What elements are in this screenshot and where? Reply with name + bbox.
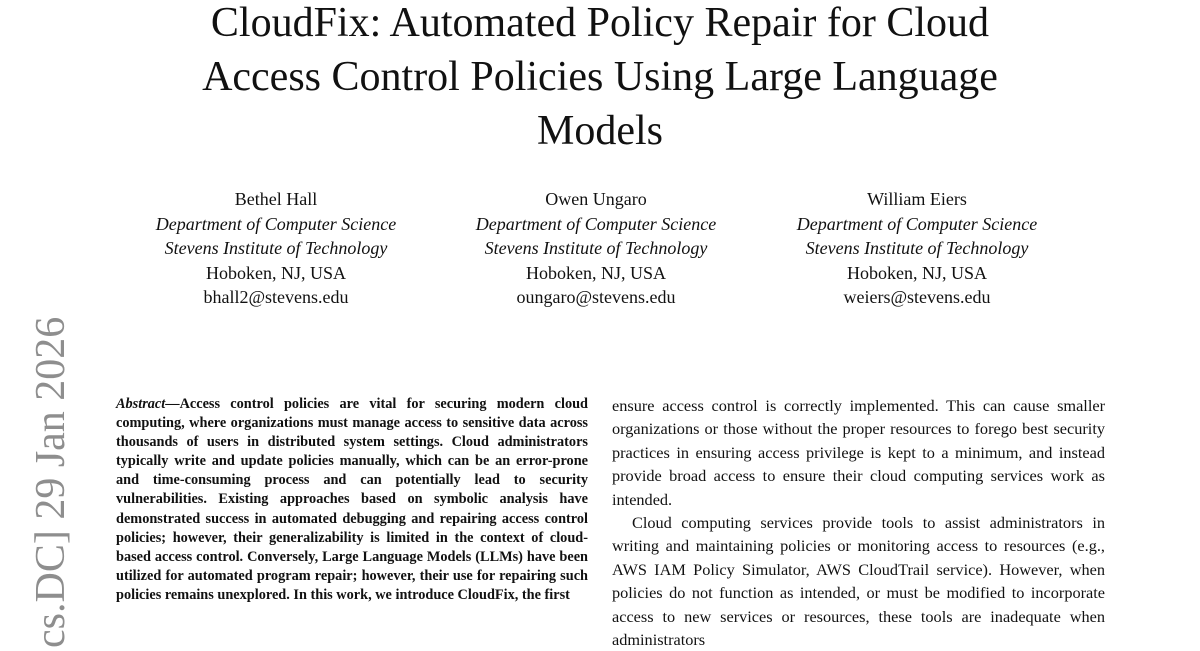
- arxiv-side-identifier: cs.DC] 29 Jan 2026: [28, 316, 74, 648]
- introduction-column: [612, 394, 1105, 651]
- author-name: Owen Ungaro: [545, 189, 647, 209]
- author-location: Hoboken, NJ, USA: [525, 262, 666, 283]
- title-line: Access Control Policies Using Large Language: [202, 54, 998, 100]
- body-paragraph: ensure access control is correctly implemented. This can cause smaller organizations or those without the proper resources to forego best security practices in ensuring access privilege is kept to a minimum, and instead provide broad access to ensure their cloud computing services work as intended.: [612, 396, 1105, 509]
- author-institution: Stevens Institute of Technology: [164, 238, 388, 258]
- author-location: Hoboken, NJ, USA: [205, 262, 346, 283]
- author-email: oungaro@stevens.edu: [516, 287, 676, 307]
- author-block-ungaro: [436, 187, 756, 310]
- paper-title: [100, 0, 1100, 158]
- body-paragraph: Cloud computing services provide tools to assist administrators in writing and maintaining policies or monitoring access to resources (e.g., AWS IAM Policy Simulator, AWS CloudTrail service). However, when policies do not function as intended, or must be modified to incorporate access to new services or resources, these tools are inadequate when administrators: [612, 513, 1105, 650]
- author-department: Department of Computer Science: [796, 213, 1038, 234]
- author-email: bhall2@stevens.edu: [203, 287, 349, 307]
- author-block-eiers: [757, 187, 1077, 310]
- abstract-text: Access control policies are vital for securing modern cloud computing, where organizations must manage access to sensitive data across thousands of users in distributed system settings. Cloud administrators typically write and update policies manually, which can be an error-prone and time-consuming process and can potentially lead to security vulnerabilities. Existing approaches based on symbolic analysis have demonstrated success in automated debugging and repairing access control policies; however, their generalizability is limited in the context of cloud-based access control. Conversely, Large Language Models (LLMs) have been utilized for automated program repair; however, their use for repairing such policies remains unexplored. In this work, we introduce CloudFix, the first: [116, 396, 588, 603]
- author-email: weiers@stevens.edu: [843, 287, 991, 307]
- author-institution: Stevens Institute of Technology: [484, 238, 708, 258]
- author-name: William Eiers: [867, 189, 967, 209]
- abstract: [116, 395, 588, 605]
- author-department: Department of Computer Science: [475, 213, 717, 234]
- title-line: CloudFix: Automated Policy Repair for Cloud: [210, 0, 990, 46]
- author-block-hall: [116, 187, 436, 310]
- author-department: Department of Computer Science: [155, 213, 397, 234]
- author-location: Hoboken, NJ, USA: [846, 262, 987, 283]
- abstract-separator: —: [165, 396, 180, 412]
- author-name: Bethel Hall: [234, 189, 318, 209]
- abstract-label: Abstract: [116, 396, 166, 412]
- title-line: Models: [537, 108, 663, 154]
- author-institution: Stevens Institute of Technology: [805, 238, 1029, 258]
